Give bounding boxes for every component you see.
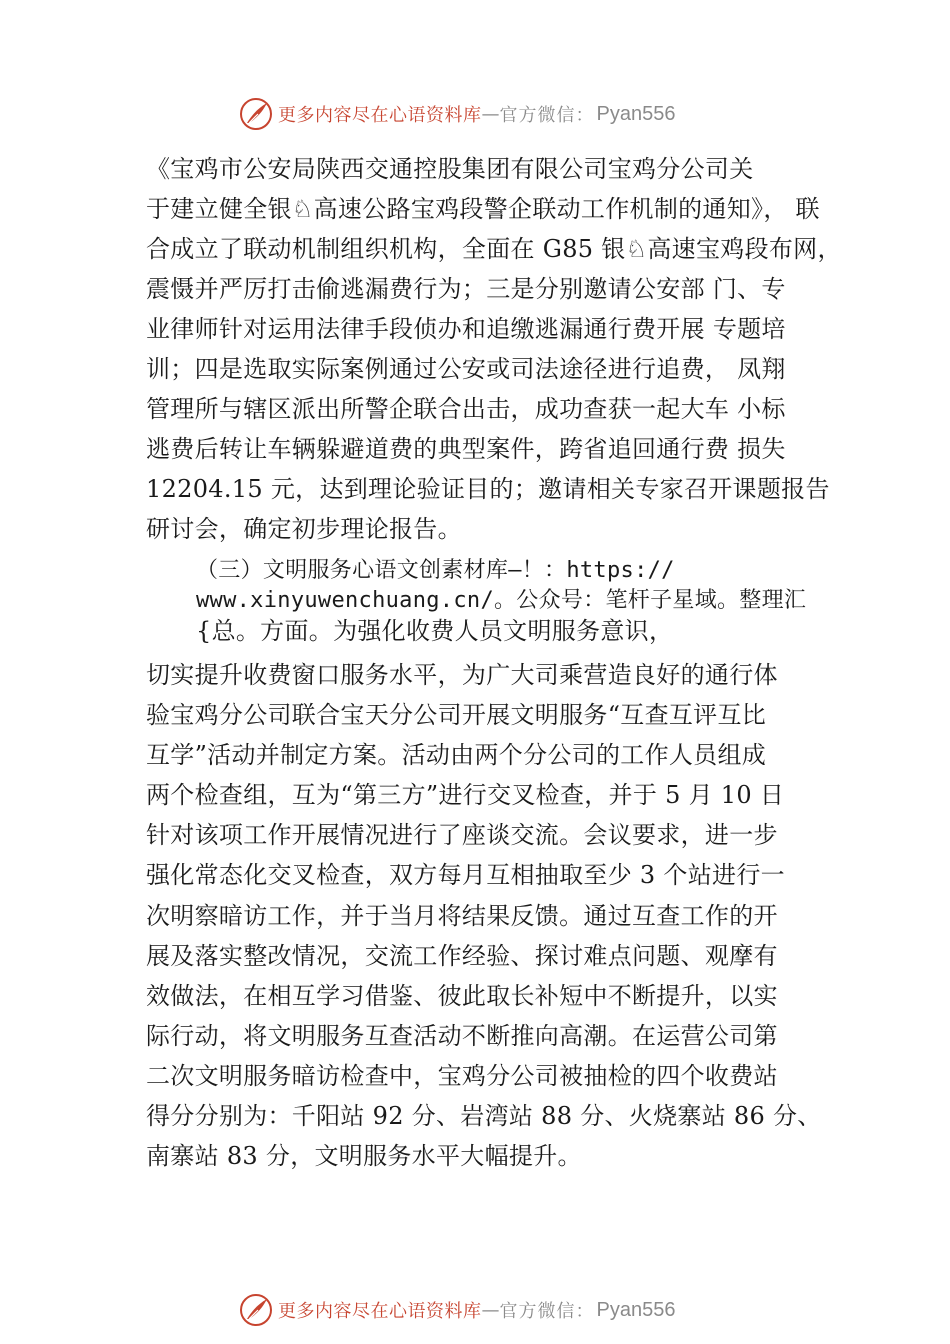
body2-line-3: 互学”活动并制定方案。活动由两个分公司的工作人员组成 [146, 741, 767, 769]
body-line-1: 《宝鸡市公安局陕西交通控股集团有限公司宝鸡分公司关 [146, 155, 754, 183]
banner-main-text: 更多内容尽在心语资料库 [278, 105, 482, 126]
body2-line-5: 针对该项工作开展情况进行了座谈交流。会议要求，进一步 [146, 821, 778, 849]
body2-line-9: 效做法，在相互学习借鉴、彼此取长补短中不断提升，以实 [146, 982, 778, 1010]
body2-line-10: 际行动，将文明服务互查活动不断推向高潮。在运营公司第 [146, 1022, 778, 1050]
section-line-3: {总。方面。为强化收费人员文明服务意识， [196, 617, 674, 645]
body2-line-4: 两个检查组，互为“第三方”进行交叉检查，并于 5 月 10 日 [146, 781, 785, 809]
banner-dash: — [481, 103, 500, 125]
body-line-2: 于建立健全银♘高速公路宝鸡段警企联动工作机制的通知》， 联 [146, 195, 820, 223]
body-line-3: 合成立了联动机制组织机构，全面在 G85 银♘高速宝鸡段布网， [146, 235, 842, 263]
body-line-10: 研讨会，确定初步理论报告。 [146, 515, 462, 543]
body2-line-13: 南寨站 83 分，文明服务水平大幅提升。 [146, 1142, 582, 1170]
banner-wechat-label: 官方微信： [499, 105, 595, 126]
body2-line-11: 二次文明服务暗访检查中，宝鸡分公司被抽检的四个收费站 [146, 1062, 778, 1090]
feather-logo-icon [238, 96, 274, 132]
body2-line-12: 得分分别为：千阳站 92 分、岩湾站 88 分、火烧寨站 86 分、 [146, 1102, 822, 1130]
header-banner [238, 94, 675, 134]
section-line-1: （三）文明服务心语文创素材库—！：https:// [196, 558, 675, 583]
body-line-9: 12204.15 元，达到理论验证目的；邀请相关专家召开课题报告 [146, 475, 830, 503]
body2-line-7: 次明察暗访工作，并于当月将结果反馈。通过互查工作的开 [146, 902, 778, 930]
body2-line-8: 展及落实整改情况，交流工作经验、探讨难点问题、观摩有 [146, 942, 778, 970]
banner-wechat-id: Pyan556 [596, 1298, 676, 1321]
section-line-2: www.xinyuwenchuang.cn/。公众号：笔杆子星域。整理汇 [196, 588, 807, 613]
feather-logo-icon [238, 1292, 274, 1328]
body2-line-1: 切实提升收费窗口服务水平，为广大司乘营造良好的通行体 [146, 661, 778, 689]
banner-wechat-label: 官方微信： [499, 1301, 595, 1322]
banner-main-text: 更多内容尽在心语资料库 [278, 1301, 482, 1322]
body2-line-2: 验宝鸡分公司联合宝天分公司开展文明服务“互查互评互比 [146, 701, 767, 729]
footer-banner [238, 1290, 675, 1330]
banner-dash: — [481, 1299, 500, 1321]
banner-wechat-id: Pyan556 [596, 102, 676, 125]
body2-line-6: 强化常态化交叉检查，双方每月互相抽取至少 3 个站进行一 [146, 861, 785, 889]
body-line-4: 震慑并严厉打击偷逃漏费行为；三是分别邀请公安部 门、专 [146, 275, 786, 303]
body-line-5: 业律师针对运用法律手段侦办和追缴逃漏通行费开展 专题培 [146, 315, 786, 343]
body-line-6: 训；四是选取实际案例通过公安或司法途径进行追费， 凤翔 [146, 355, 786, 383]
body-line-7: 管理所与辖区派出所警企联合出击，成功查获一起大车 小标 [146, 395, 786, 423]
body-line-8: 逃费后转让车辆躲避道费的典型案件，跨省追回通行费 损失 [146, 435, 786, 463]
